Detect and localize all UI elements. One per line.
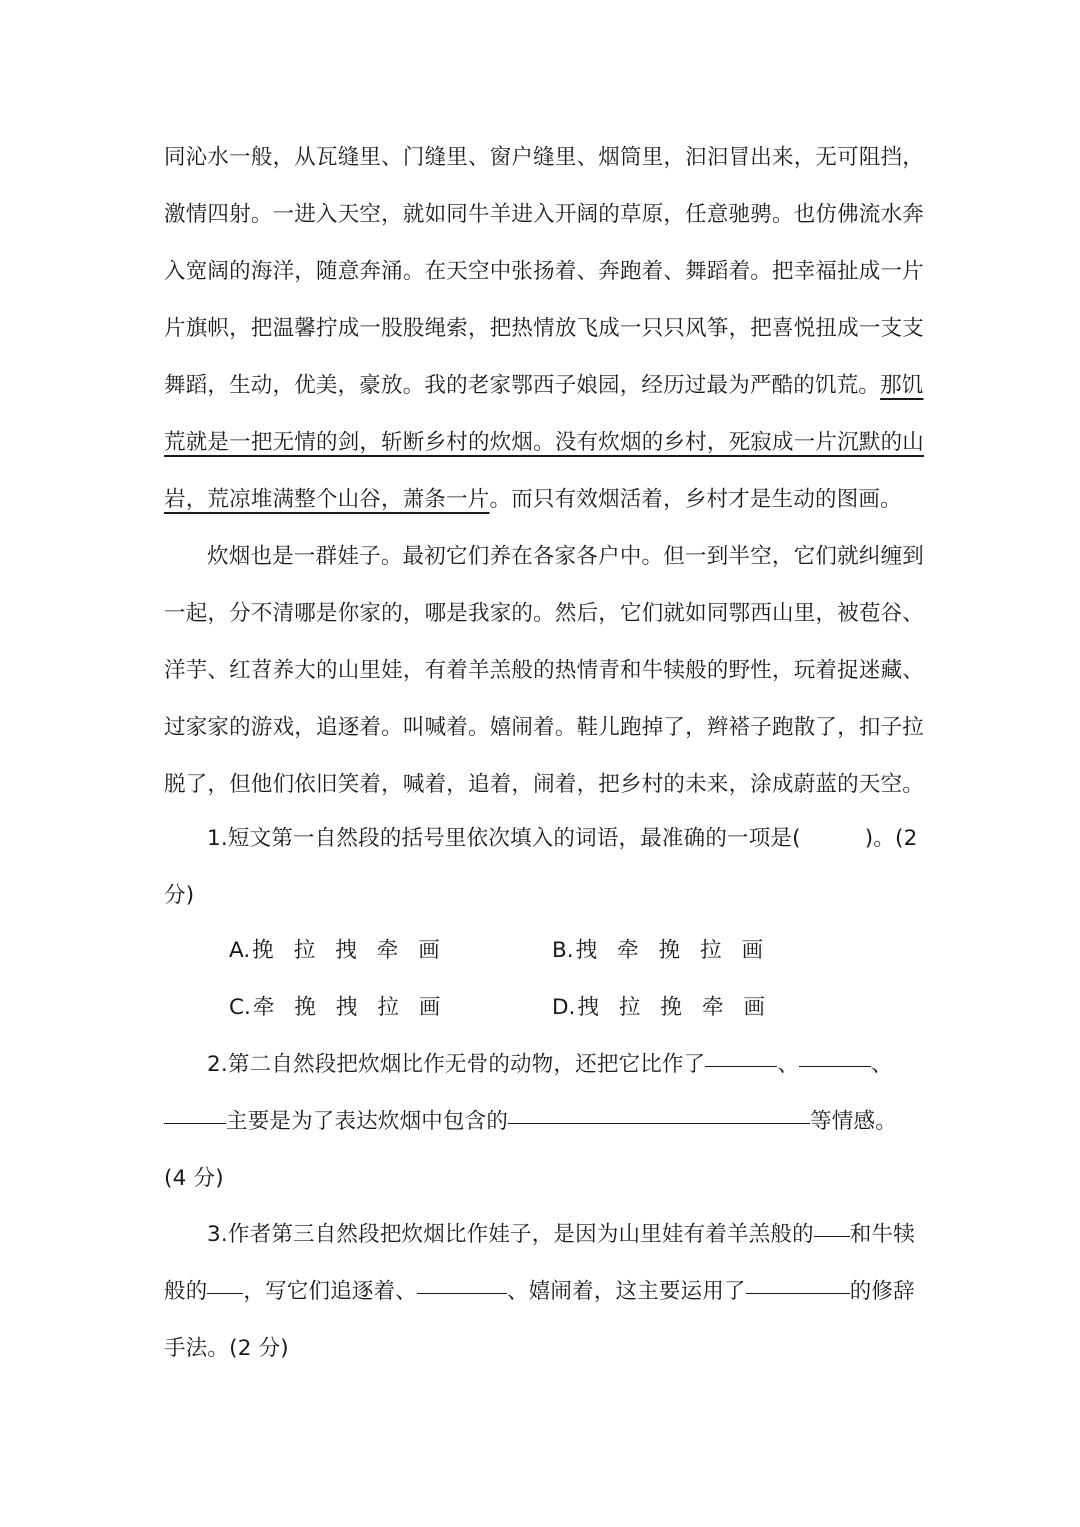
question-text: 和牛犊 — [849, 1222, 915, 1247]
passage-line — [164, 480, 924, 520]
question-text: 2.第二自然段把炊烟比作无骨的动物，还把它比作了 — [207, 1052, 706, 1077]
option-word: 拽 — [335, 995, 358, 1020]
option-b[interactable] — [552, 931, 783, 971]
question-3 — [207, 1215, 924, 1255]
option-word: 拉 — [293, 938, 316, 963]
answer-blank[interactable] — [746, 1292, 850, 1294]
passage-line — [164, 423, 924, 463]
question-text: 般的 — [164, 1279, 208, 1304]
question-text: 、嬉闹着，这主要运用了 — [507, 1279, 746, 1304]
option-word: 牵 — [376, 938, 399, 963]
question-text: ，写它们追逐着、 — [243, 1279, 418, 1304]
option-word: 拉 — [618, 995, 641, 1020]
option-word: 拽 — [575, 938, 598, 963]
option-word: 拽 — [335, 938, 357, 963]
passage-line: 入宽阔的海洋，随意奔涌。在天空中张扬着、奔跑着、舞蹈着。把幸福扯成一片 — [164, 259, 924, 284]
passage-line: 洋芋、红苕养大的山里娃，有着羊羔般的热情青和牛犊般的野性，玩着捉迷藏、 — [164, 658, 924, 683]
question-text: 等情感。 — [810, 1109, 897, 1134]
answer-blank[interactable] — [207, 1292, 243, 1294]
passage-line: 过家家的游戏，追逐着。叫喊着。嬉闹着。鞋儿跑掉了，辫褡子跑散了，扣子拉 — [164, 715, 924, 740]
option-word: 画 — [741, 938, 764, 963]
option-word: 挽 — [294, 995, 316, 1020]
passage-line: 片旗帜，把温馨拧成一股股绳索，把热情放飞成一只只风筝，把喜悦扭成一支支 — [164, 316, 924, 341]
option-word: 画 — [743, 995, 765, 1020]
question-text: 3.作者第三自然段把炊烟比作娃子，是因为山里娃有着羊羔般的 — [207, 1222, 814, 1247]
option-c[interactable] — [229, 988, 460, 1028]
question-text: 、 — [777, 1052, 800, 1077]
option-word: 画 — [418, 995, 441, 1020]
question-text: 、 — [871, 1052, 893, 1077]
option-label: A. — [229, 938, 251, 963]
option-word: 拉 — [700, 938, 722, 963]
passage-line — [164, 366, 924, 406]
option-word: 拉 — [377, 995, 399, 1020]
option-d[interactable] — [552, 988, 785, 1028]
underlined-sentence: 荒就是一把无情的剑，斩断乡村的炊烟。没有炊烟的乡村，死寂成一片沉默的山 — [164, 430, 924, 455]
question-text: )。(2 — [864, 826, 918, 851]
question-1-score: 分) — [164, 883, 195, 908]
passage-text: 舞蹈，生动，优美，豪放。我的老家鄂西子娘园，经历过最为严酷的饥荒。 — [164, 373, 881, 398]
passage-line: 同沁水一般，从瓦缝里、门缝里、窗户缝里、烟筒里，汩汩冒出来，无可阻挡， — [164, 145, 924, 170]
option-word: 牵 — [617, 938, 639, 963]
option-label: B. — [552, 938, 574, 963]
option-word: 挽 — [252, 938, 274, 963]
question-2 — [207, 1045, 924, 1085]
underlined-sentence: 岩，荒凉堆满整个山谷，萧条一片 — [164, 487, 490, 512]
question-3-line-2 — [164, 1272, 924, 1312]
answer-blank[interactable] — [705, 1065, 777, 1067]
answer-blank[interactable] — [417, 1292, 507, 1294]
passage-line: 炊烟也是一群娃子。最初它们养在各家各户中。但一到半空，它们就纠缠到 — [207, 544, 924, 569]
answer-blank[interactable] — [799, 1065, 871, 1067]
option-word: 牵 — [252, 995, 275, 1020]
answer-blank[interactable] — [164, 1122, 226, 1124]
question-text: 的修辞 — [849, 1279, 915, 1304]
answer-blank[interactable] — [508, 1122, 810, 1124]
option-word: 画 — [418, 938, 440, 963]
question-3-score: 手法。(2 分) — [164, 1336, 289, 1361]
question-text: 主要是为了表达炊烟中包含的 — [226, 1109, 509, 1134]
option-label: D. — [552, 995, 576, 1020]
option-label: C. — [229, 995, 251, 1020]
question-text: 1.短文第一自然段的括号里依次填入的词语，最准确的一项是( — [207, 826, 801, 851]
option-word: 挽 — [658, 938, 681, 963]
passage-text: 。而只有效烟活着，乡村才是生动的图画。 — [489, 487, 902, 512]
question-1 — [207, 819, 924, 859]
underlined-sentence: 那饥 — [880, 373, 924, 398]
passage-line: 激情四射。一进入天空，就如同牛羊进入开阔的草原，任意驰骋。也仿佛流水奔 — [164, 202, 924, 227]
option-word: 挽 — [660, 995, 682, 1020]
option-word: 牵 — [701, 995, 724, 1020]
option-a[interactable] — [229, 931, 460, 971]
question-2-line-2 — [164, 1102, 924, 1142]
passage-line: 一起，分不清哪是你家的，哪是我家的。然后，它们就如同鄂西山里，被苞谷、 — [164, 601, 924, 626]
option-word: 拽 — [577, 995, 599, 1020]
passage-line: 脱了，但他们依旧笑着，喊着，追着，闹着，把乡村的未来，涂成蔚蓝的天空。 — [164, 772, 924, 797]
question-2-score: (4 分) — [164, 1166, 224, 1191]
answer-blank[interactable] — [814, 1235, 850, 1237]
